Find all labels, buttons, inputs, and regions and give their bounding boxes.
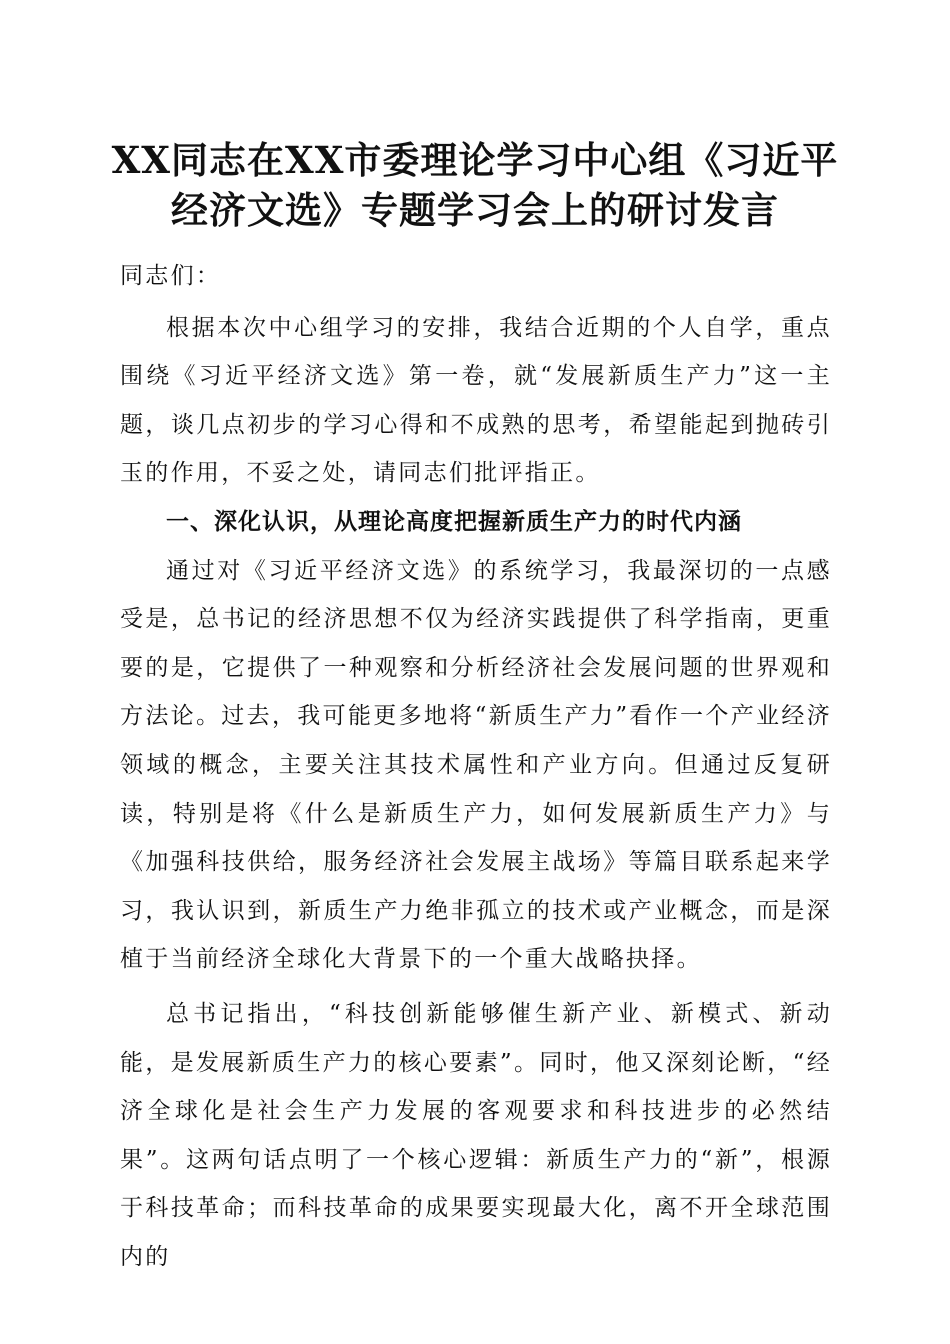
title-line-1: XX同志在XX市委理论学习中心组《习近平 bbox=[111, 138, 839, 182]
section1-paragraph-2: 总书记指出，“科技创新能够催生新产业、新模式、新动能，是发展新质生产力的核心要素”。同时，他又深刻论断，“经济全球化是社会生产力发展的客观要求和科技进步的必然结果”。这两句话点明了一个核心逻辑：新质生产力的“新”，根源于科技革命；而科技革命的成果要实现最大化，离不开全球范围内的 bbox=[120, 1000, 832, 1270]
document-title bbox=[60, 135, 890, 235]
document-body bbox=[120, 252, 832, 1281]
section1-paragraph-1: 通过对《习近平经济文选》的系统学习，我最深切的一点感受是，总书记的经济思想不仅为经济实践提供了科学指南，更重要的是，它提供了一种观察和分析经济社会发展问题的世界观和方法论。过去，我可能更多地将“新质生产力”看作一个产业经济领域的概念，主要关注其技术属性和产业方向。但通过反复研读，特别是将《什么是新质生产力，如何发展新质生产力》与《加强科技供给，服务经济社会发展主战场》等篇目联系起来学习，我认识到，新质生产力绝非孤立的技术或产业概念，而是深植于当前经济全球化大背景下的一个重大战略抉择。 bbox=[120, 557, 832, 973]
section-heading-1: 一、深化认识，从理论高度把握新质生产力的时代内涵 bbox=[166, 508, 742, 535]
intro-paragraph: 根据本次中心组学习的安排，我结合近期的个人自学，重点围绕《习近平经济文选》第一卷，就“发展新质生产力”这一主题，谈几点初步的学习心得和不成熟的思考，希望能起到抛砖引玉的作用，不妥之处，请同志们批评指正。 bbox=[120, 314, 832, 487]
salutation: 同志们： bbox=[120, 263, 222, 289]
title-line-2: 经济文选》专题学习会上的研讨发言 bbox=[171, 188, 779, 232]
